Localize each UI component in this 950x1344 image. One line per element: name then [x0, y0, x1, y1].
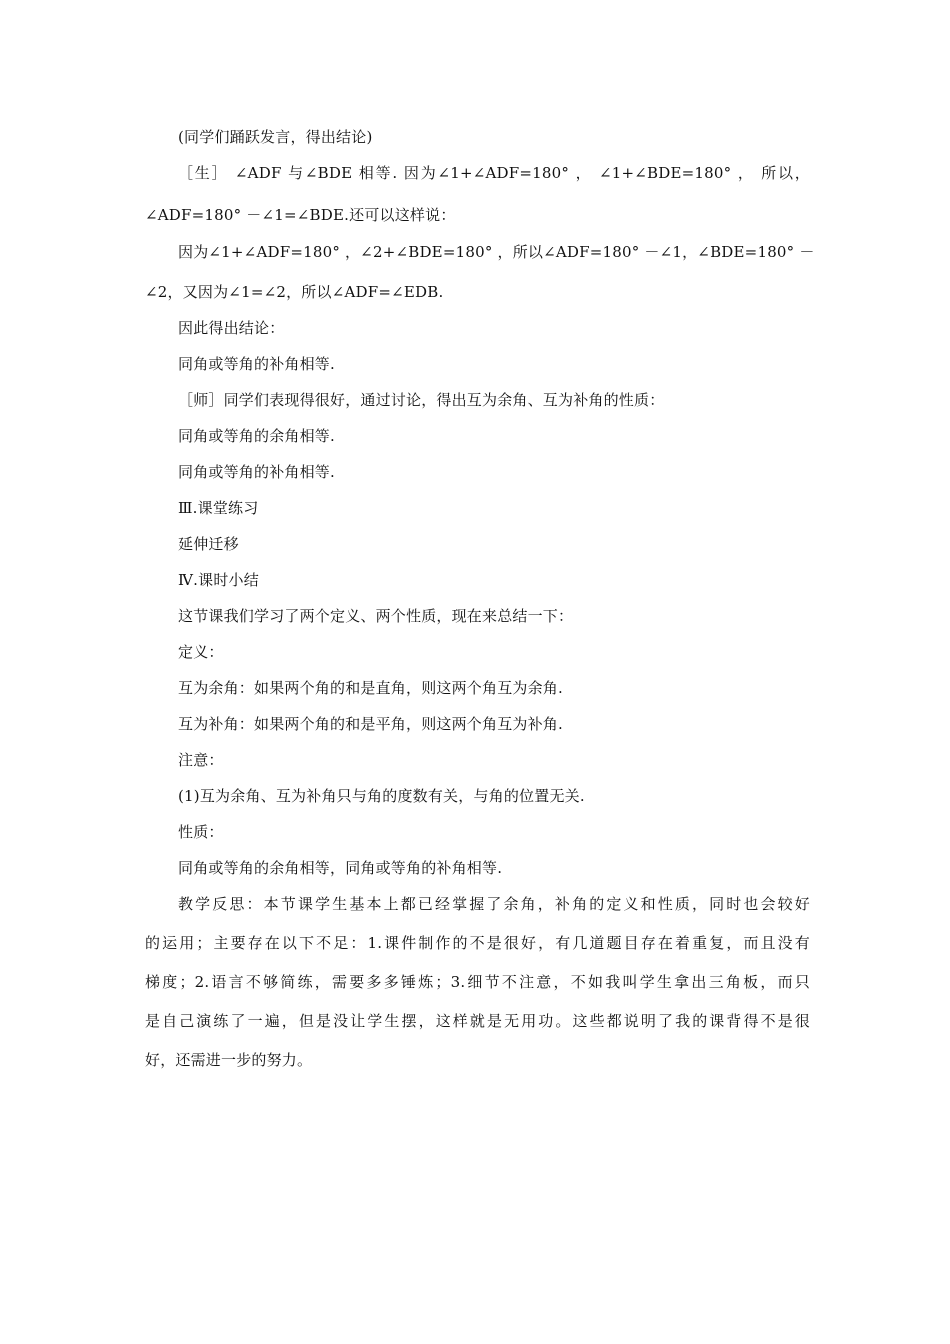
text-line-7: 同角或等角的补角相等.	[178, 355, 335, 373]
text-line-19: (1)互为余角、互为补角只与角的度数有关，与角的位置无关.	[178, 787, 585, 805]
text-line-25: 是自己演练了一遍，但是没让学生摆，这样就是无用功。这些都说明了我的课背得不是很	[145, 1012, 810, 1030]
text-line-15: 定义：	[178, 643, 224, 661]
text-line-5: ∠2，又因为∠1=∠2，所以∠ADF=∠EDB.	[145, 283, 444, 301]
section-heading-summary: Ⅳ.课时小结	[178, 571, 259, 589]
text-line-23: 的运用；主要存在以下不足：1.课件制作的不是很好，有几道题目存在着重复，而且没有	[145, 934, 810, 952]
text-line-1: (同学们踊跃发言，得出结论)	[178, 128, 373, 146]
text-line-6: 因此得出结论：	[178, 319, 285, 337]
text-line-8: ［师］同学们表现得很好，通过讨论，得出互为余角、互为补角的性质：	[178, 391, 665, 409]
text-line-18: 注意：	[178, 751, 224, 769]
text-line-12: 延伸迁移	[178, 535, 239, 553]
section-heading-practice: Ⅲ.课堂练习	[178, 499, 259, 517]
text-line-17: 互为补角：如果两个角的和是平角，则这两个角互为补角.	[178, 715, 563, 733]
text-line-22: 教学反思：本节课学生基本上都已经掌握了余角，补角的定义和性质，同时也会较好	[178, 895, 810, 913]
text-line-4: 因为∠1+∠ADF=180° ，∠2+∠BDE=180° ，所以∠ADF=180° －∠1，∠BDE=180° －	[178, 243, 815, 261]
text-line-3: ∠ADF=180° －∠1=∠BDE.还可以这样说：	[145, 206, 456, 224]
text-line-9: 同角或等角的余角相等.	[178, 427, 335, 445]
text-line-14: 这节课我们学习了两个定义、两个性质，现在来总结一下：	[178, 607, 574, 625]
text-line-2: ［生］ ∠ADF 与∠BDE 相等. 因为∠1+∠ADF=180° ， ∠1+∠BDE=180° ， 所以，	[178, 164, 810, 182]
text-line-26: 好，还需进一步的努力。	[145, 1051, 313, 1069]
text-line-20: 性质：	[178, 823, 224, 841]
text-line-16: 互为余角：如果两个角的和是直角，则这两个角互为余角.	[178, 679, 563, 697]
text-line-10: 同角或等角的补角相等.	[178, 463, 335, 481]
text-line-24: 梯度；2.语言不够简练，需要多多锤炼；3.细节不注意，不如我叫学生拿出三角板，而只	[145, 973, 810, 991]
text-line-21: 同角或等角的余角相等，同角或等角的补角相等.	[178, 859, 503, 877]
